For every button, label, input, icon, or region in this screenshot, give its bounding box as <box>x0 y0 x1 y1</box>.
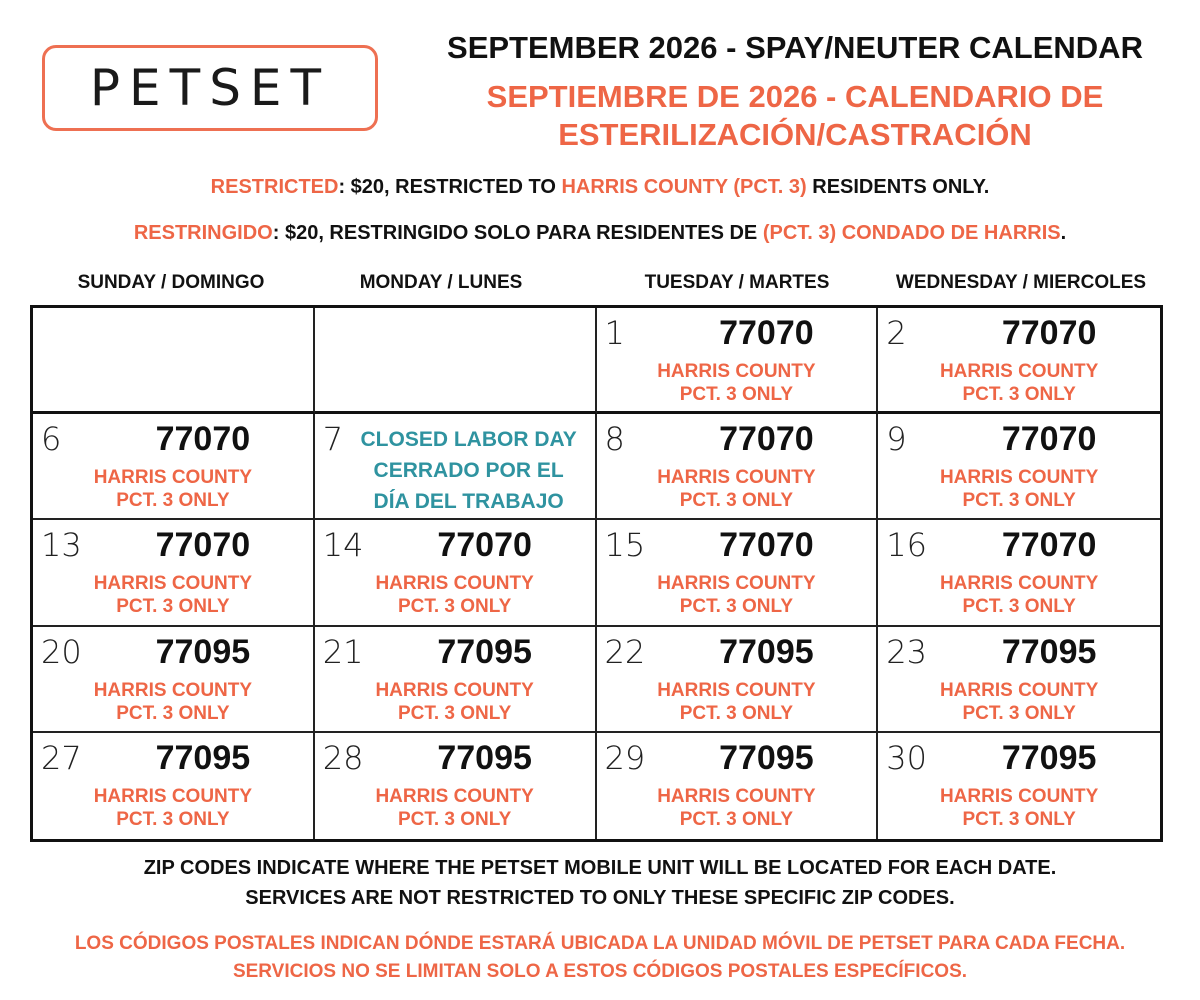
footer-line: ZIP CODES INDICATE WHERE THE PETSET MOBILE UNIT WILL BE LOCATED FOR EACH DATE. <box>143 857 1057 879</box>
calendar-day-cell <box>315 414 597 520</box>
day-number: 13 <box>41 526 82 565</box>
service-area <box>597 679 877 725</box>
service-area <box>597 785 877 831</box>
calendar-day-cell <box>878 627 1160 733</box>
day-header-sunday: SUNDAY / DOMINGO <box>77 272 265 293</box>
calendar-day-cell <box>315 308 597 414</box>
service-area-county: HARRIS COUNTY <box>939 467 1099 489</box>
restriction-tail-es: . <box>1060 222 1067 244</box>
service-area-precinct: PCT. 3 ONLY <box>397 702 512 724</box>
restriction-tail: RESIDENTS ONLY. <box>806 176 990 198</box>
calendar-day-cell <box>33 414 315 520</box>
footer-note-en <box>0 853 1200 913</box>
service-area-county: HARRIS COUNTY <box>93 573 253 595</box>
service-area <box>878 360 1160 406</box>
calendar-day-cell <box>33 733 315 839</box>
zip-code: 77095 <box>719 738 814 777</box>
day-header-monday: MONDAY / LUNES <box>359 272 523 293</box>
zip-code: 77095 <box>437 738 532 777</box>
calendar-day-cell <box>878 520 1160 626</box>
day-number: 16 <box>886 526 927 565</box>
zip-code: 77070 <box>437 526 532 565</box>
day-number: 22 <box>604 632 646 671</box>
zip-code: 77070 <box>155 420 251 459</box>
zip-code: 77070 <box>1001 526 1097 565</box>
service-area-county: HARRIS COUNTY <box>939 785 1099 807</box>
zip-code: 77070 <box>719 314 814 352</box>
service-area-precinct: PCT. 3 ONLY <box>397 808 512 830</box>
calendar-day-cell <box>33 520 315 626</box>
footer-note-es <box>0 930 1200 986</box>
service-area <box>33 572 313 618</box>
service-area <box>33 679 313 725</box>
calendar-day-cell <box>315 627 597 733</box>
service-area-precinct: PCT. 3 ONLY <box>962 808 1076 830</box>
day-number: 20 <box>41 632 82 671</box>
calendar-day-cell <box>597 308 879 414</box>
service-area <box>878 785 1160 831</box>
service-area-precinct: PCT. 3 ONLY <box>679 490 794 512</box>
restriction-notice-es <box>0 222 1200 245</box>
day-number: 28 <box>322 738 364 777</box>
day-number: 23 <box>886 632 927 671</box>
service-area-precinct: PCT. 3 ONLY <box>116 702 230 724</box>
calendar-grid <box>30 305 1163 842</box>
day-number: 1 <box>604 314 625 352</box>
service-area <box>315 679 595 725</box>
zip-code: 77095 <box>155 738 251 777</box>
restriction-notice-en <box>0 176 1200 199</box>
calendar-day-cell <box>597 733 879 839</box>
service-area-precinct: PCT. 3 ONLY <box>679 596 794 618</box>
calendar-day-cell <box>597 627 879 733</box>
day-number: 2 <box>886 314 907 352</box>
closed-notice-line: DÍA DEL TRABAJO <box>373 490 564 514</box>
day-number: 6 <box>41 420 62 459</box>
calendar-day-cell <box>878 414 1160 520</box>
service-area-county: HARRIS COUNTY <box>375 785 534 807</box>
zip-code: 77070 <box>719 420 814 459</box>
restricted-label-es: RESTRINGIDO <box>133 222 273 244</box>
closed-notice <box>351 424 587 517</box>
service-area-county: HARRIS COUNTY <box>657 467 816 489</box>
calendar-day-cell <box>33 308 315 414</box>
service-area <box>878 679 1160 725</box>
zip-code: 77070 <box>719 526 814 565</box>
service-area-county: HARRIS COUNTY <box>657 679 816 701</box>
zip-code: 77070 <box>1001 420 1097 459</box>
zip-code: 77070 <box>155 526 251 565</box>
service-area <box>33 466 313 512</box>
service-area-county: HARRIS COUNTY <box>657 573 816 595</box>
calendar-day-cell <box>315 733 597 839</box>
service-area <box>878 466 1160 512</box>
calendar-day-cell <box>33 627 315 733</box>
day-number: 21 <box>322 632 364 671</box>
logo-text: PETSET <box>89 59 331 117</box>
service-area-precinct: PCT. 3 ONLY <box>116 808 230 830</box>
restriction-text: : $20, RESTRICTED TO <box>338 176 562 198</box>
zip-code: 77095 <box>155 632 251 671</box>
day-number: 7 <box>322 420 344 459</box>
calendar-day-cell <box>315 520 597 626</box>
closed-notice-line: CLOSED LABOR DAY <box>360 428 577 452</box>
service-area-precinct: PCT. 3 ONLY <box>679 702 794 724</box>
day-number: 27 <box>41 738 82 777</box>
service-area-precinct: PCT. 3 ONLY <box>962 490 1076 512</box>
page-title: SEPTEMBER 2026 - SPAY/NEUTER CALENDAR <box>447 30 1143 65</box>
footer-line: SERVICES ARE NOT RESTRICTED TO ONLY THESE SPECIFIC ZIP CODES. <box>245 887 955 909</box>
service-area-county: HARRIS COUNTY <box>93 467 253 489</box>
calendar-day-cell <box>878 308 1160 414</box>
calendar-day-cell <box>878 733 1160 839</box>
service-area-county: HARRIS COUNTY <box>939 679 1099 701</box>
day-number: 30 <box>886 738 927 777</box>
service-area-county: HARRIS COUNTY <box>93 679 253 701</box>
service-area-precinct: PCT. 3 ONLY <box>116 490 230 512</box>
zip-code: 77095 <box>1001 738 1097 777</box>
petset-logo <box>42 45 378 131</box>
day-number: 29 <box>604 738 646 777</box>
service-area-county: HARRIS COUNTY <box>939 573 1099 595</box>
service-area-precinct: PCT. 3 ONLY <box>679 384 794 405</box>
restricted-label: RESTRICTED <box>210 176 339 198</box>
service-area <box>315 572 595 618</box>
restriction-area: HARRIS COUNTY (PCT. 3) <box>561 176 807 198</box>
zip-code: 77095 <box>719 632 814 671</box>
day-header-tuesday: TUESDAY / MARTES <box>644 272 830 293</box>
service-area <box>597 572 877 618</box>
service-area-county: HARRIS COUNTY <box>375 679 534 701</box>
closed-notice-line: CERRADO POR EL <box>373 459 564 483</box>
zip-code: 77095 <box>437 632 532 671</box>
service-area-county: HARRIS COUNTY <box>657 361 816 382</box>
footer-line-es: LOS CÓDIGOS POSTALES INDICAN DÓNDE ESTARÁ UBICADA LA UNIDAD MÓVIL DE PETSET PARA CADA FECHA. <box>74 933 1126 954</box>
service-area <box>878 572 1160 618</box>
restriction-area-es: (PCT. 3) CONDADO DE HARRIS <box>762 222 1061 244</box>
restriction-text-es: : $20, RESTRINGIDO SOLO PARA RESIDENTES DE <box>272 222 763 244</box>
service-area <box>33 785 313 831</box>
service-area-precinct: PCT. 3 ONLY <box>962 596 1076 618</box>
day-number: 9 <box>886 420 907 459</box>
service-area-county: HARRIS COUNTY <box>657 785 816 807</box>
service-area-county: HARRIS COUNTY <box>939 361 1099 382</box>
service-area-precinct: PCT. 3 ONLY <box>962 702 1076 724</box>
footer-line-es: SERVICIOS NO SE LIMITAN SOLO A ESTOS CÓDIGOS POSTALES ESPECÍFICOS. <box>232 961 968 982</box>
day-number: 14 <box>322 526 364 565</box>
zip-code: 77095 <box>1001 632 1097 671</box>
page-title-spanish: SEPTIEMBRE DE 2026 - CALENDARIO DE ESTERILIZACIÓN/CASTRACIÓN <box>486 79 1104 152</box>
day-number: 8 <box>604 420 625 459</box>
calendar-day-cell <box>597 414 879 520</box>
service-area-precinct: PCT. 3 ONLY <box>679 808 794 830</box>
service-area <box>315 785 595 831</box>
day-number: 15 <box>604 526 646 565</box>
day-header-wednesday: WEDNESDAY / MIERCOLES <box>895 272 1147 293</box>
service-area-precinct: PCT. 3 ONLY <box>397 596 512 618</box>
service-area <box>597 360 877 406</box>
zip-code: 77070 <box>1001 314 1097 352</box>
service-area <box>597 466 877 512</box>
service-area-county: HARRIS COUNTY <box>93 785 253 807</box>
service-area-precinct: PCT. 3 ONLY <box>962 384 1076 405</box>
calendar-day-cell <box>597 520 879 626</box>
service-area-county: HARRIS COUNTY <box>375 573 534 595</box>
service-area-precinct: PCT. 3 ONLY <box>116 596 230 618</box>
